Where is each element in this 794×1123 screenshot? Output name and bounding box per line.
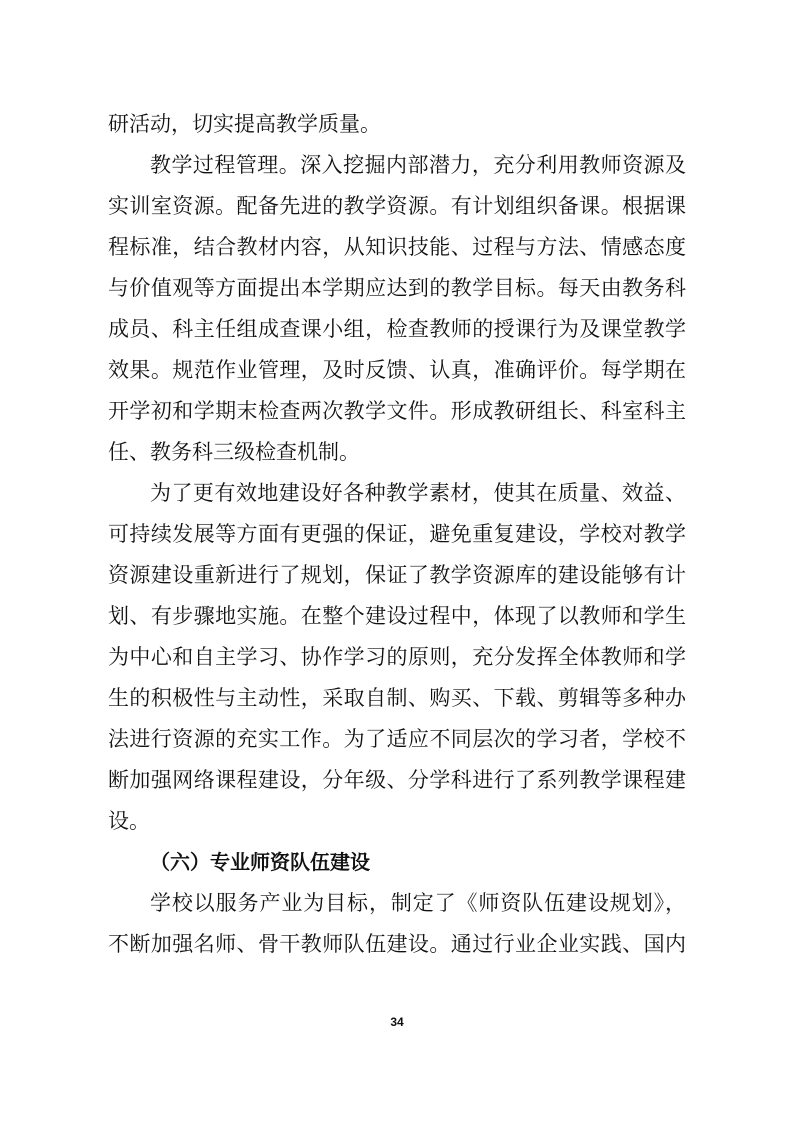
text-line: 为中心和自主学习、协作学习的原则，充分发挥全体教师和学 [108, 645, 686, 669]
document-body [108, 104, 686, 965]
section-heading: （六）专业师资队伍建设 [150, 850, 370, 874]
text-line: 成员、科主任组成查课小组，检查教师的授课行为及课堂教学 [108, 317, 686, 341]
text-line: 可持续发展等方面有更强的保证，避免重复建设，学校对教学 [108, 522, 686, 546]
text-line: 教学过程管理。深入挖掘内部潜力，充分利用教师资源及 [150, 153, 686, 177]
text-line: 程标准，结合教材内容，从知识技能、过程与方法、情感态度 [108, 235, 686, 259]
text-line: 法进行资源的充实工作。为了适应不同层次的学习者，学校不 [108, 727, 686, 751]
text-line: 划、有步骤地实施。在整个建设过程中，体现了以教师和学生 [108, 604, 686, 628]
text-line: 设。 [108, 809, 150, 833]
text-line: 为了更有效地建设好各种教学素材，使其在质量、效益、 [150, 481, 686, 505]
text-line: 研活动，切实提高教学质量。 [108, 112, 381, 136]
page-number: 34 [390, 1015, 404, 1029]
text-line: 资源建设重新进行了规划，保证了教学资源库的建设能够有计 [108, 563, 686, 587]
text-line: 与价值观等方面提出本学期应达到的教学目标。每天由教务科 [108, 276, 686, 300]
text-line: 开学初和学期末检查两次教学文件。形成教研组长、科室科主 [108, 399, 686, 423]
text-line: 效果。规范作业管理，及时反馈、认真，准确评价。每学期在 [108, 358, 686, 382]
text-line: 生的积极性与主动性，采取自制、购买、下载、剪辑等多种办 [108, 686, 686, 710]
paragraphs-after-heading [108, 883, 686, 965]
text-line: 断加强网络课程建设，分年级、分学科进行了系列教学课程建 [108, 768, 686, 792]
text-line: 学校以服务产业为目标，制定了《师资队伍建设规划》， [150, 891, 686, 915]
text-line: 实训室资源。配备先进的教学资源。有计划组织备课。根据课 [108, 194, 686, 218]
paragraphs-before-heading [108, 104, 686, 842]
text-line: 不断加强名师、骨干教师队伍建设。通过行业企业实践、国内 [108, 932, 686, 956]
text-line: 任、教务科三级检查机制。 [108, 440, 360, 464]
